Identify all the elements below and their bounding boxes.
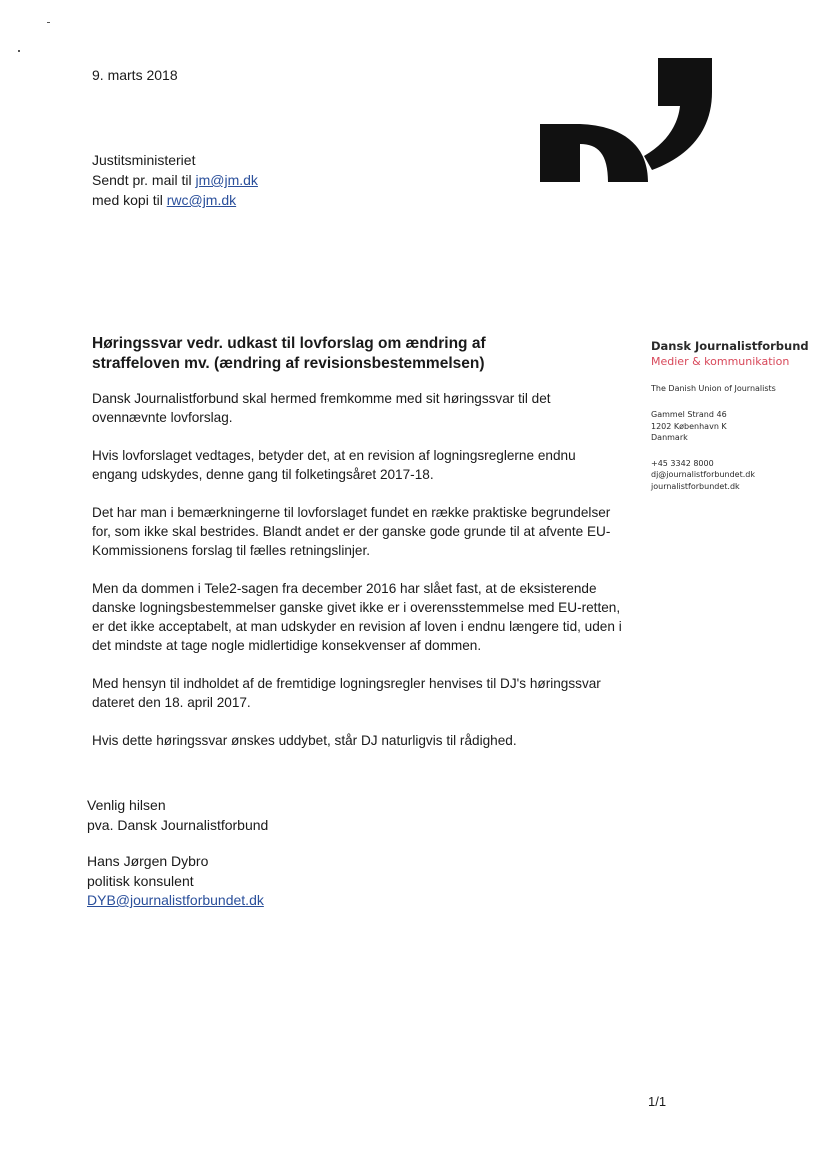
signature-block — [87, 796, 268, 911]
recipient-email-link[interactable]: jm@jm.dk — [195, 172, 258, 188]
sent-line — [92, 170, 258, 190]
dj-logo-icon — [540, 58, 720, 182]
sender-english-name: The Danish Union of Journalists — [651, 384, 776, 393]
body-paragraph: Men da dommen i Tele2-sagen fra december 2016 har slået fast, at de eksisterende danske logningsbestemmelser ganske givet ikke er i overensstemmelse med EU-retten, er det ikke acceptabelt, at man udskyder en revision af loven i endnu længere tid, uden i det mindste at tage nogle midlertidige konsekvenser af dommen. — [92, 581, 622, 653]
body-paragraph: Hvis dette høringssvar ønskes uddybet, står DJ naturligvis til rådighed. — [92, 733, 517, 748]
contact-website: journalistforbundet.dk — [651, 481, 740, 491]
address-line: Gammel Strand 46 — [651, 410, 727, 419]
sender-org: Dansk Journalistforbund — [651, 339, 809, 353]
signer-name: Hans Jørgen Dybro — [87, 853, 209, 869]
scan-speck — [18, 50, 20, 52]
contact-phone: +45 3342 8000 — [651, 458, 714, 468]
body-paragraph: Det har man i bemærkningerne til lovforslaget fundet en række praktiske begrundelser for, som ikke skal bestrides. Blandt andet er der ganske gode grunde til at afvente EU-Kommissionens forslag til fælles retningslinjer. — [92, 505, 611, 558]
closing-greeting: Venlig hilsen — [87, 797, 166, 813]
address-line: 1202 København K — [651, 421, 727, 431]
copy-prefix: med kopi til — [92, 192, 167, 208]
letter-body — [92, 334, 622, 769]
sender-address — [651, 409, 821, 444]
spacer — [87, 835, 268, 852]
letter-heading — [92, 334, 622, 374]
signer-title: politisk konsulent — [87, 872, 194, 889]
recipient-name: Justitsministeriet — [92, 152, 196, 168]
signer-email-link[interactable]: DYB@journalistforbundet.dk — [87, 892, 264, 908]
body-paragraph: Med hensyn til indholdet af de fremtidige logningsregler henvises til DJ's høringssvar dateret den 18. april 2017. — [92, 676, 601, 710]
sent-prefix: Sendt pr. mail til — [92, 172, 196, 188]
heading-line: straffeloven mv. (ændring af revisionsbestemmelsen) — [92, 355, 485, 372]
sender-subtitle: Medier & kommunikation — [651, 355, 790, 368]
body-paragraph: Hvis lovforslaget vedtages, betyder det, at en revision af logningsreglerne endnu engang udskydes, denne gang til folketingsåret 2017-18. — [92, 448, 576, 482]
sender-block — [651, 339, 821, 492]
copy-email-link[interactable]: rwc@jm.dk — [166, 192, 237, 208]
closing-on-behalf: pva. Dansk Journalistforbund — [87, 816, 269, 833]
body-paragraph: Dansk Journalistforbund skal hermed fremkomme med sit høringssvar til det ovennævnte lovforslag. — [92, 391, 551, 425]
contact-email: dj@journalistforbundet.dk — [651, 470, 755, 479]
page-number: 1/1 — [648, 1094, 667, 1109]
copy-line — [92, 190, 258, 210]
sender-contact — [651, 458, 821, 493]
scan-speck — [47, 22, 50, 23]
letter-date: 9. marts 2018 — [92, 67, 178, 83]
heading-line: Høringssvar vedr. udkast til lovforslag om ændring af — [92, 335, 486, 352]
recipient-block — [92, 150, 258, 210]
address-line: Danmark — [651, 433, 688, 442]
